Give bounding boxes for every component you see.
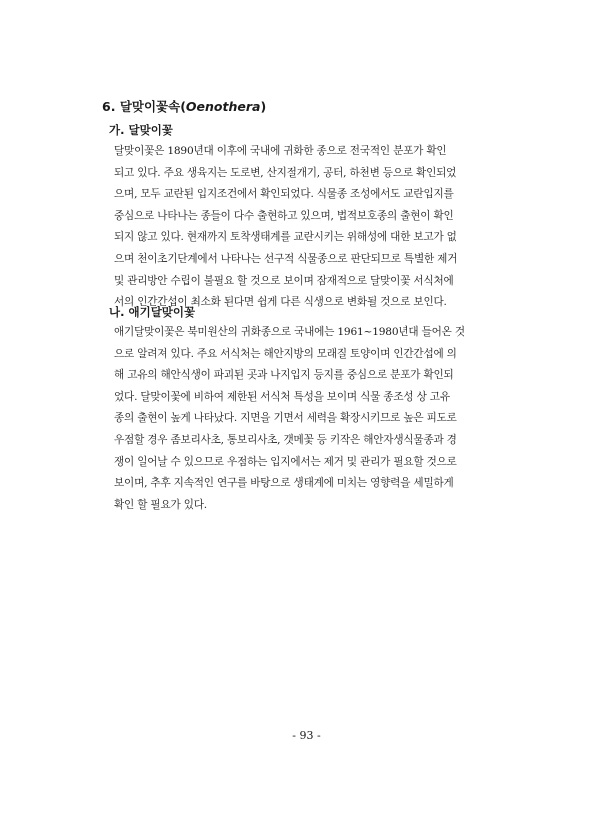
paragraph-line: 었다. 달맞이꽃에 비하여 제한된 서식처 특성을 보이며 식물 종조성 상 고유	[114, 390, 450, 403]
section-title-open-paren: (	[180, 99, 186, 114]
paragraph-line: 우점할 경우 좀보리사초, 통보리사초, 갯메꽃 등 키작은 해안자생식물종과 경	[114, 433, 457, 446]
paragraph-line: 해 고유의 해안식생이 파괴된 곳과 나지입지 등지를 중심으로 분포가 확인되	[114, 369, 454, 382]
paragraph-line: 으며, 모두 교란된 입지조건에서 확인되었다. 식물종 조성에서도 교란입지를	[114, 188, 454, 201]
paragraph-line: 확인 할 필요가 있다.	[114, 498, 207, 511]
paragraph-oenothera-biennis	[114, 141, 510, 314]
paragraph-line: 및 관리방안 수립이 불필요 할 것으로 보이며 잠재적으로 달맞이꽃 서식처에	[114, 274, 454, 287]
paragraph-line: 되고 있다. 주요 생육지는 도로변, 산지절개기, 공터, 하천변 등으로 확인되었	[114, 166, 457, 179]
subsection-title-oenothera-laciniata: 나. 애기달맞이꽃	[109, 305, 196, 319]
paragraph-line: 쟁이 일어날 수 있으므로 우점하는 입지에서는 제거 및 관리가 필요할 것으로	[114, 455, 457, 468]
section-title-latin: Oenothera	[185, 99, 261, 114]
section-title-korean: 달맞이꽃속	[119, 99, 181, 114]
paragraph-line: 보이며, 추후 지속적인 연구를 바탕으로 생태계에 미치는 영향력을 세밀하게	[114, 477, 454, 490]
section-heading	[102, 97, 266, 115]
paragraph-line: 종의 출현이 높게 나타났다. 지면을 기면서 세력을 확장시키므로 높은 피도로	[114, 412, 457, 425]
section-number: 6.	[102, 99, 116, 114]
paragraph-line: 중심으로 나타나는 종들이 다수 출현하고 있으며, 법적보호종의 출현이 확인	[114, 209, 454, 222]
paragraph-line: 애기달맞이꽃은 북미원산의 귀화종으로 국내에는 1961~1980년대 들어온 것	[114, 326, 465, 338]
paragraph-oenothera-laciniata	[114, 322, 510, 516]
paragraph-line: 서의 인간간섭이 최소화 된다면 쉽게 다른 식생으로 변화될 것으로 보인다.	[114, 296, 447, 309]
paragraph-line: 으며 천이초기단계에서 나타나는 선구적 식물종으로 판단되므로 특별한 제거	[114, 252, 458, 265]
subsection-title-oenothera-biennis: 가. 달맞이꽃	[109, 123, 173, 137]
paragraph-line: 달맞이꽃은 1890년대 이후에 국내에 귀화한 종으로 전국적인 분포가 확인	[114, 145, 447, 157]
paragraph-line: 되지 않고 있다. 현재까지 토착생태계를 교란시키는 위해성에 대한 보고가 없	[114, 231, 457, 244]
page-number: - 93 -	[292, 729, 321, 742]
section-title-close-paren: )	[260, 99, 267, 114]
paragraph-line: 으로 알려져 있다. 주요 서식처는 해안지방의 모래질 토양이며 인간간섭에 의	[114, 347, 457, 360]
